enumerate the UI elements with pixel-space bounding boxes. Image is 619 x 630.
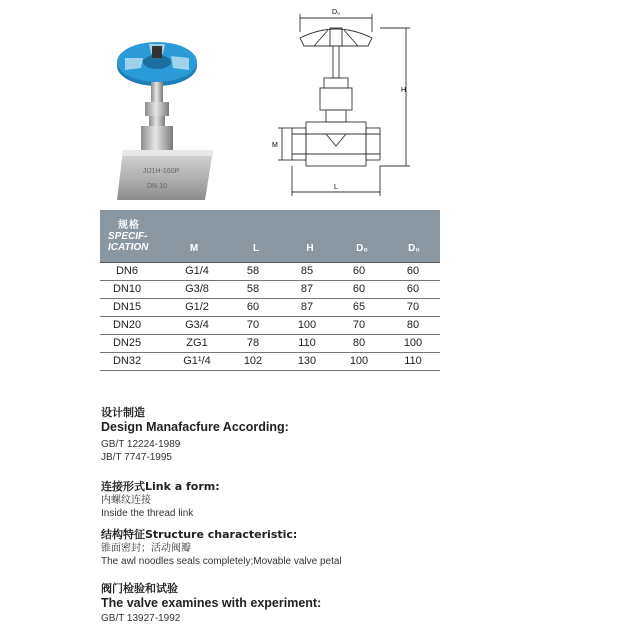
cell-h: 85	[300, 265, 314, 277]
cell-d0-1: 60	[352, 265, 366, 277]
cell-d0-1: 60	[352, 283, 366, 295]
link-text-cn: 内螺纹连接	[101, 495, 151, 506]
specification-table	[100, 210, 440, 371]
cell-m: G1/4	[185, 265, 209, 277]
table-row	[100, 353, 440, 371]
table-row	[100, 281, 440, 299]
table-row	[100, 262, 440, 281]
cell-d0-2: 70	[406, 301, 420, 313]
table-row	[100, 317, 440, 335]
col-header-m: M	[189, 243, 199, 254]
cell-l: 70	[246, 319, 260, 331]
exam-standard: GB/T 13927-1992	[101, 613, 181, 624]
structure-title: 结构特征Structure characteristic:	[101, 528, 298, 541]
cell-d0-1: 65	[352, 301, 366, 313]
structure-section	[101, 526, 342, 568]
link-section	[101, 478, 220, 520]
cell-h: 110	[298, 337, 316, 349]
cell-m: ZG1	[186, 337, 208, 349]
col-header-h: H	[306, 243, 314, 254]
cell-h: 87	[300, 283, 314, 295]
exam-section	[101, 580, 321, 625]
structure-text-cn: 锥面密封；活动阀瓣	[101, 543, 191, 554]
table-row	[100, 299, 440, 317]
cell-l: 58	[246, 265, 260, 277]
design-title-en: Design Manafacfure According:	[101, 420, 289, 434]
cell-h: 130	[297, 355, 317, 367]
technical-drawing	[268, 6, 418, 202]
table-header	[100, 210, 440, 262]
cell-dn: DN20	[112, 319, 142, 331]
link-title: 连接形式Link a form:	[101, 480, 220, 493]
col-header-d0-1: D₀	[356, 243, 368, 254]
valve-photo	[95, 28, 245, 213]
design-standard-2: JB/T 7747-1995	[101, 452, 172, 463]
design-standard-1: GB/T 12224-1989	[101, 439, 181, 450]
cell-l: 102	[243, 355, 263, 367]
design-section	[101, 404, 289, 464]
cell-d0-1: 80	[352, 337, 366, 349]
photo-body-marking-1: JIJ1H-160P	[142, 168, 180, 175]
dim-label-d0: D₀	[332, 9, 340, 16]
cell-dn: DN15	[112, 301, 142, 313]
cell-d0-1: 100	[349, 355, 369, 367]
cell-d0-1: 70	[352, 319, 366, 331]
cell-d0-2: 80	[406, 319, 420, 331]
cell-m: G3/8	[185, 283, 209, 295]
cell-dn: DN32	[112, 355, 142, 367]
photo-body-marking-2: DN 10	[147, 183, 167, 190]
structure-text-en: The awl noodles seals completely;Movable valve petal	[101, 556, 342, 567]
link-text-en: Inside the thread link	[101, 508, 194, 519]
cell-d0-2: 100	[403, 337, 423, 349]
cell-dn: DN25	[112, 337, 142, 349]
dim-label-l: L	[334, 184, 338, 191]
cell-d0-2: 110	[404, 355, 422, 367]
cell-dn: DN6	[115, 265, 138, 277]
cell-m: G3/4	[185, 319, 209, 331]
design-title-cn: 设计制造	[101, 406, 145, 419]
exam-title-en: The valve examines with experiment:	[101, 596, 322, 610]
cell-l: 78	[246, 337, 260, 349]
cell-h: 87	[300, 301, 314, 313]
cell-h: 100	[297, 319, 317, 331]
exam-title-cn: 阀门检验和试验	[101, 582, 178, 595]
cell-l: 60	[246, 301, 260, 313]
table-row	[100, 335, 440, 353]
col-header-l: L	[252, 243, 260, 254]
cell-d0-2: 60	[406, 265, 420, 277]
cell-m: G1/2	[185, 301, 209, 313]
dim-label-h: H	[401, 87, 407, 94]
cell-m: G1¹/4	[183, 355, 211, 367]
cell-d0-2: 60	[406, 283, 420, 295]
spec-header-en: SPECIF- ICATION	[108, 231, 149, 253]
cell-l: 58	[246, 283, 260, 295]
spec-header-cn: 规格	[118, 220, 140, 231]
col-header-d0-2: D₀	[408, 243, 420, 254]
cell-dn: DN10	[112, 283, 142, 295]
dim-label-m: M	[272, 142, 278, 149]
